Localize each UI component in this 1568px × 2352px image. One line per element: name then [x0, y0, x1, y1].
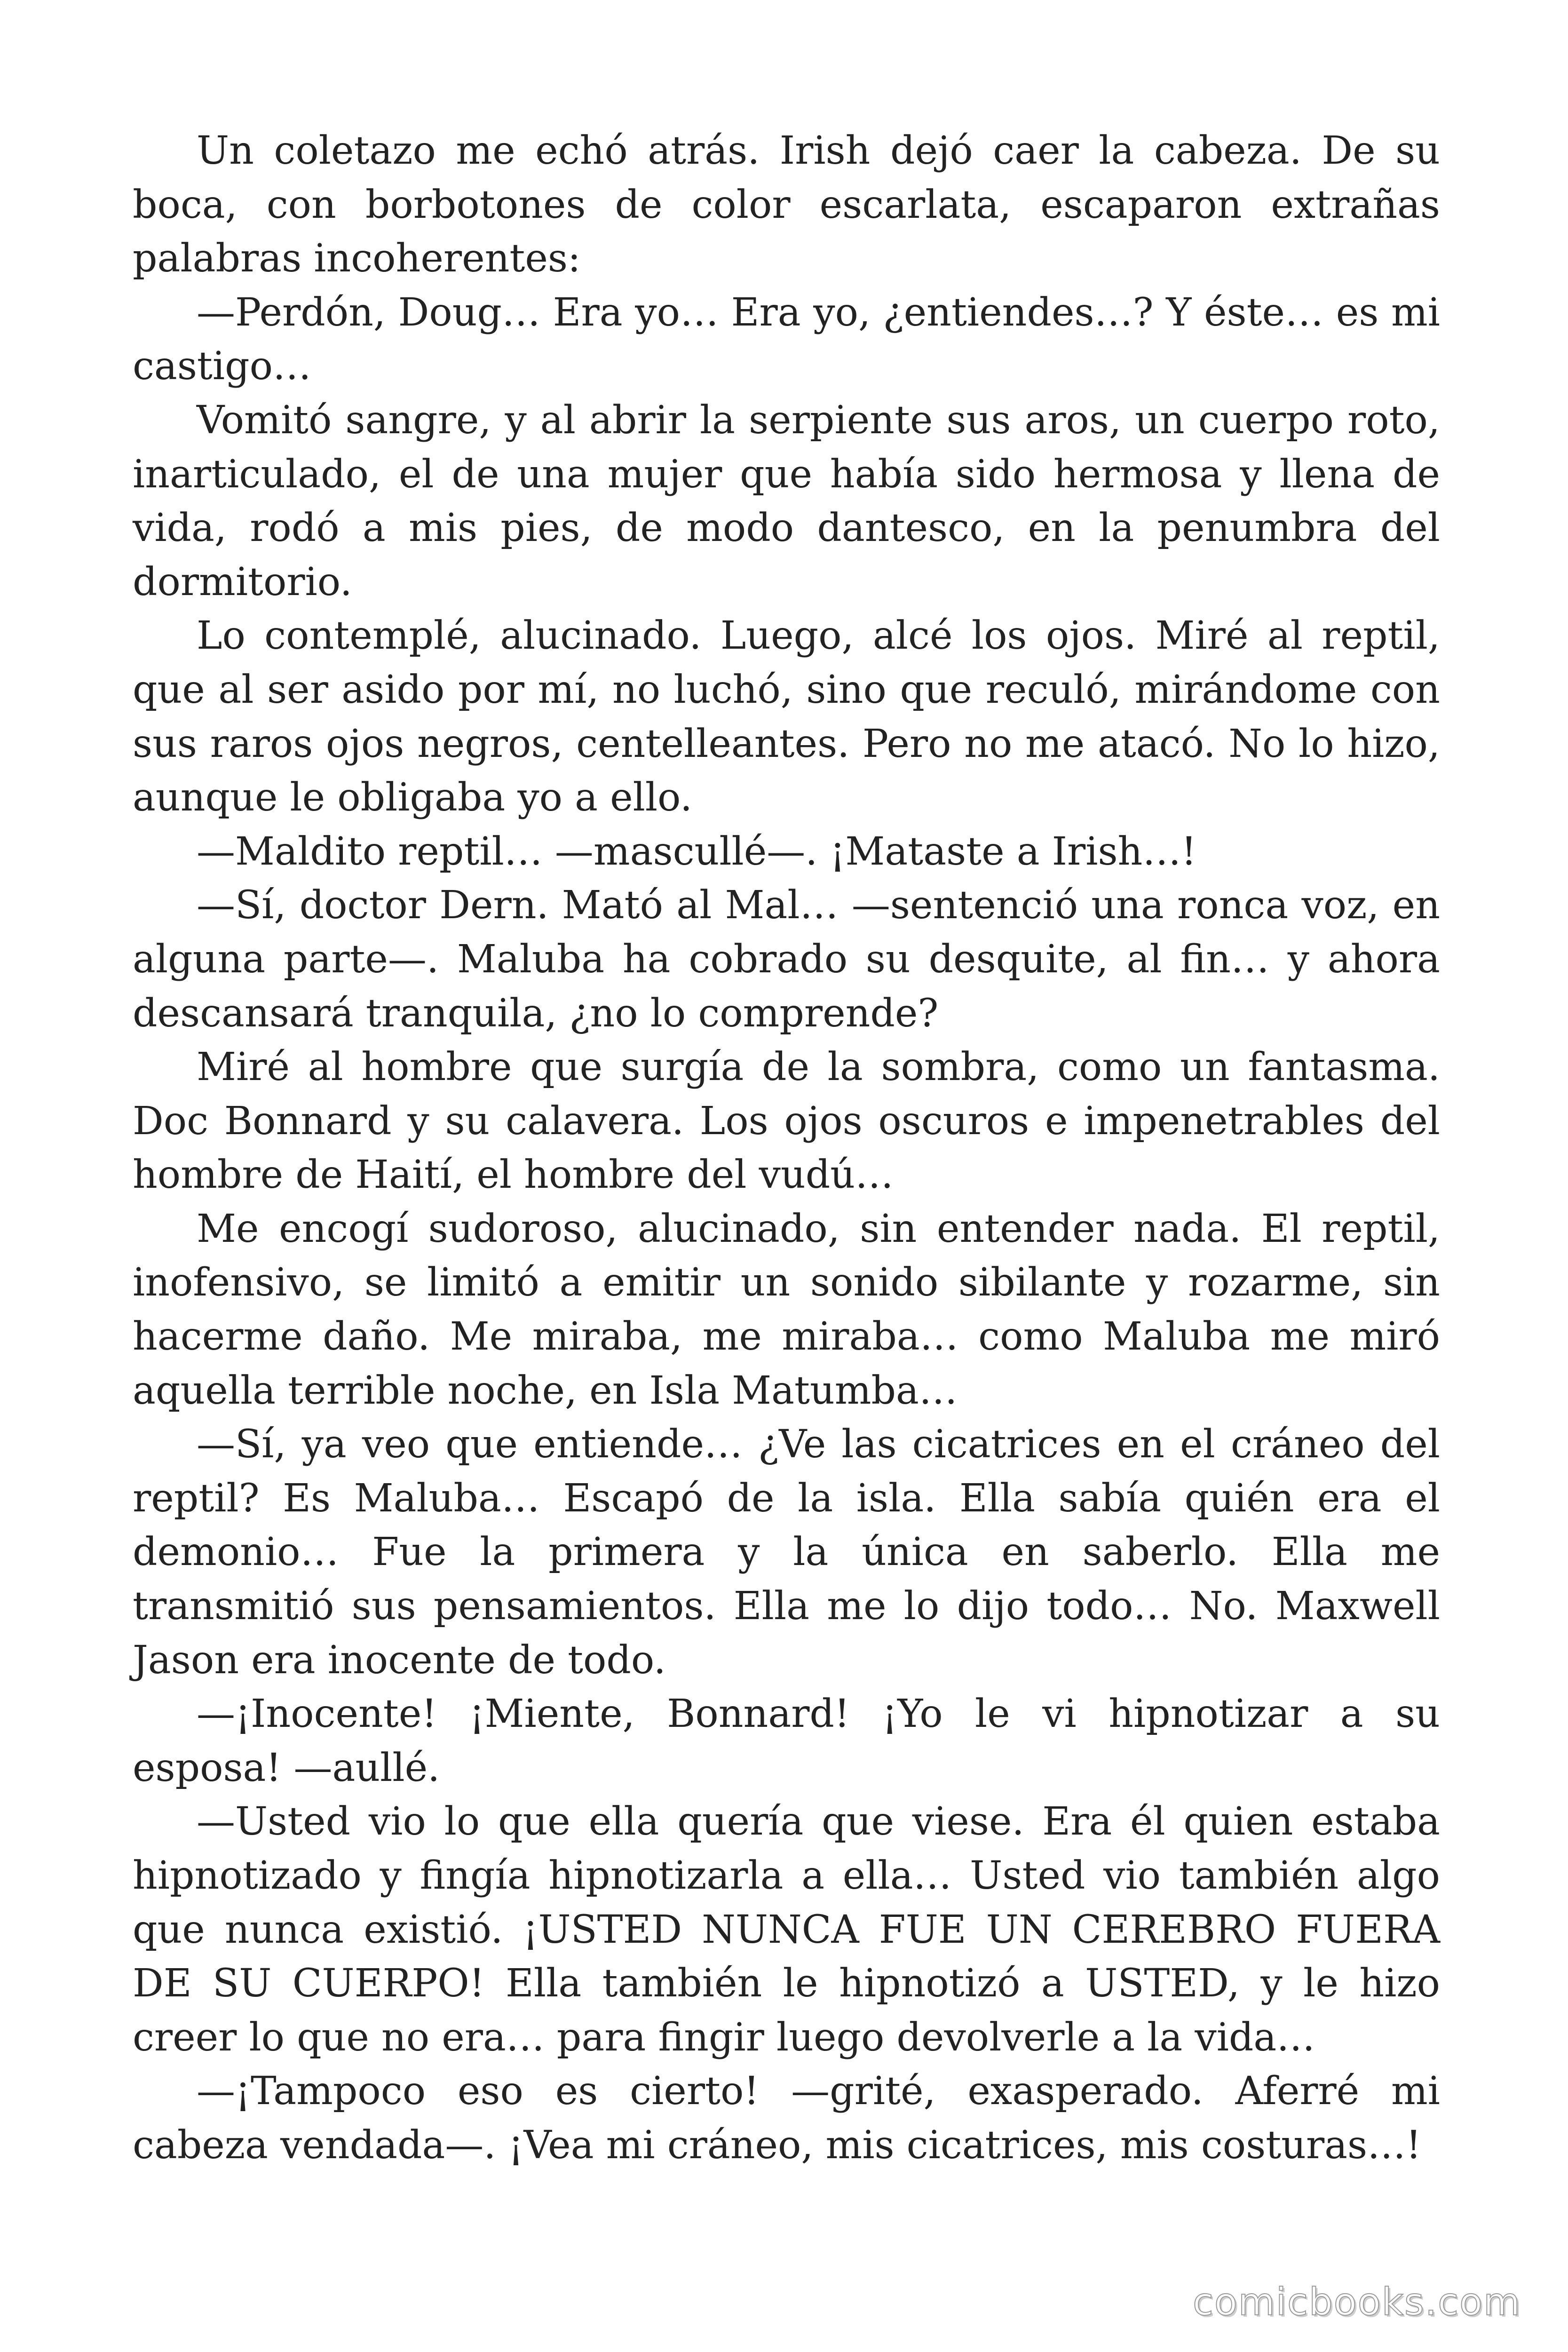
paragraph: —Sí, ya veo que entiende… ¿Ve las cicatrices en el cráneo del reptil? Es Maluba… Escapó de la isla. Ella sabía quién era el demonio… Fue la primera y la única en saberlo. Ella me transmitió sus pensamientos. Ella me lo dijo todo… No. Maxwell Jason era inocente de todo.	[133, 1422, 1440, 1683]
body-text	[133, 124, 1440, 2173]
paragraph: Un coletazo me echó atrás. Irish dejó caer la cabeza. De su boca, con borbotones de color escarlata, escaparon extrañas palabras incoherentes:	[133, 128, 1440, 281]
paragraph: Miré al hombre que surgía de la sombra, como un fantasma. Doc Bonnard y su calavera. Los ojos oscuros e impenetrables del hombre de Haití, el hombre del vudú…	[133, 1045, 1440, 1198]
paragraph: —Sí, doctor Dern. Mató al Mal… —sentenció una ronca voz, en alguna parte—. Maluba ha cobrado su desquite, al fin… y ahora descansará tranquila, ¿no lo comprende?	[133, 883, 1440, 1036]
paragraph: Vomitó sangre, y al abrir la serpiente sus aros, un cuerpo roto, inarticulado, el de una mujer que había sido hermosa y llena de vida, rodó a mis pies, de modo dantesco, en la penumbra del dormitorio.	[133, 397, 1440, 604]
paragraph: —¡Tampoco eso es cierto! —grité, exasperado. Aferré mi cabeza vendada—. ¡Vea mi cráneo, mis cicatrices, mis costuras…!	[133, 2069, 1440, 2168]
paragraph: —Perdón, Doug… Era yo… Era yo, ¿entiendes…? Y éste… es mi castigo…	[133, 290, 1440, 389]
watermark: comicbooks.com	[1192, 2280, 1521, 2324]
paragraph: Lo contemplé, alucinado. Luego, alcé los ojos. Miré al reptil, que al ser asido por mí, no luchó, sino que reculó, mirándome con sus raros ojos negros, centelleantes. Pero no me atacó. No lo hizo, aunque le obligaba yo a ello.	[133, 613, 1440, 820]
paragraph: —Maldito reptil… —mascullé—. ¡Mataste a Irish…!	[197, 829, 1197, 874]
paragraph: Me encogí sudoroso, alucinado, sin entender nada. El reptil, inofensivo, se limitó a emitir un sonido sibilante y rozarme, sin hacerme daño. Me miraba, me miraba… como Maluba me miró aquella terrible noche, en Isla Matumba…	[133, 1206, 1440, 1413]
paragraph: —¡Inocente! ¡Miente, Bonnard! ¡Yo le vi hipnotizar a su esposa! —aullé.	[133, 1692, 1440, 1790]
paragraph: —Usted vio lo que ella quería que viese. Era él quien estaba hipnotizado y fingía hipnotizarla a ella… Usted vio también algo que nunca existió. ¡USTED NUNCA FUE UN CEREBRO FUERA DE SU CUERPO! Ella también le hipnotizó a USTED, y le hizo creer lo que no era… para fingir luego devolverle a la vida…	[133, 1799, 1440, 2060]
